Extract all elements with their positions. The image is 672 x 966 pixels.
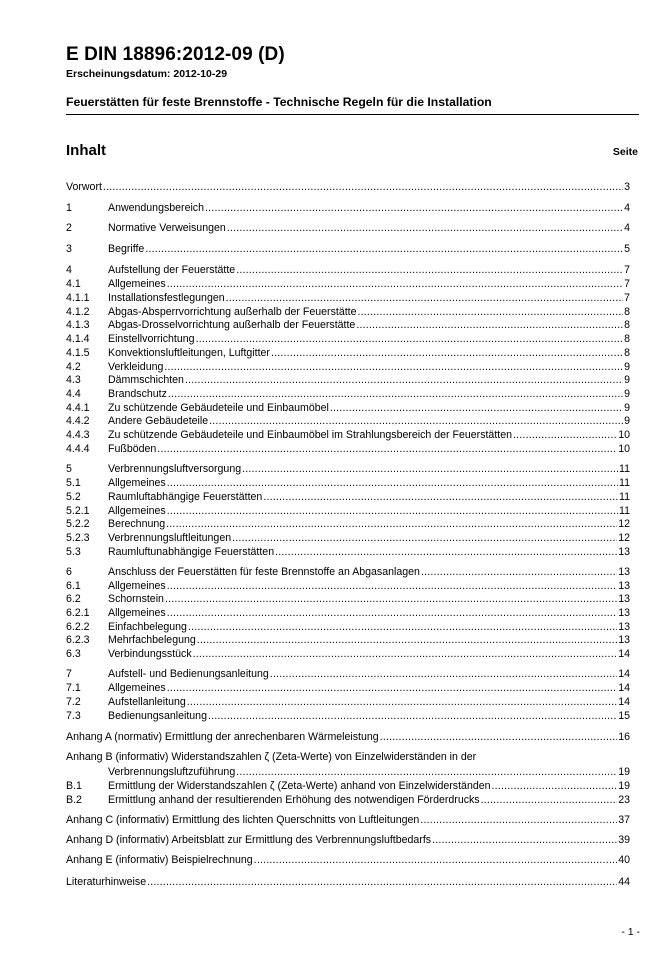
toc-entry-title: Abgas-Drosselvorrichtung außerhalb der Feuerstätte bbox=[108, 319, 356, 331]
dot-leader bbox=[208, 709, 617, 723]
toc-entry-page: 13 bbox=[618, 621, 630, 633]
toc-entry-title: Andere Gebäudeteile bbox=[108, 415, 209, 427]
dot-leader bbox=[236, 765, 617, 779]
toc-entry bbox=[66, 833, 630, 847]
toc-entry-title: Vorwort bbox=[66, 181, 102, 193]
toc-entry bbox=[66, 221, 630, 235]
toc-entry-page: 12 bbox=[618, 532, 630, 544]
toc-entry-page: 8 bbox=[624, 306, 630, 318]
dot-leader bbox=[165, 592, 617, 606]
toc-entry-page: 9 bbox=[624, 415, 630, 427]
toc-entry-title: Begriffe bbox=[108, 243, 145, 255]
toc-entry-title: Allgemeines bbox=[108, 278, 166, 290]
toc-entry-title: Einfachbelegung bbox=[108, 621, 187, 633]
toc-entry-page: 14 bbox=[618, 682, 630, 694]
toc-entry-page: 4 bbox=[624, 202, 630, 214]
toc-entry-page: 9 bbox=[624, 374, 630, 386]
toc-heading: Inhalt bbox=[66, 142, 106, 159]
toc-entry-number: 6.3 bbox=[66, 648, 81, 660]
toc-entry-page: 13 bbox=[618, 593, 630, 605]
dot-leader bbox=[420, 813, 617, 827]
dot-leader bbox=[421, 565, 617, 579]
toc-entry-page: 19 bbox=[618, 766, 630, 778]
toc-entry-number: 5.3 bbox=[66, 546, 81, 558]
toc-entry-page: 9 bbox=[624, 361, 630, 373]
toc-entry-title: Installationsfestlegungen bbox=[108, 292, 225, 304]
toc-entry-title: Schornstein bbox=[108, 593, 164, 605]
dot-leader bbox=[242, 462, 618, 476]
toc-entry bbox=[66, 620, 630, 634]
toc-entry-number: 4.1.3 bbox=[66, 319, 90, 331]
toc-entry bbox=[66, 373, 630, 387]
toc-entry-number: 4.4.3 bbox=[66, 429, 90, 441]
toc-entry-title: Raumluftunabhängige Feuerstätten bbox=[108, 546, 275, 558]
toc-entry-title: Aufstellung der Feuerstätte bbox=[108, 264, 236, 276]
dot-leader bbox=[209, 414, 623, 428]
page-number: - 1 - bbox=[621, 926, 640, 938]
dot-leader bbox=[188, 620, 617, 634]
toc-entry-title: Anhang A (normativ) Ermittlung der anrechenbaren Wärmeleistung bbox=[66, 731, 379, 743]
dot-leader bbox=[270, 667, 617, 681]
toc-entry-title: Allgemeines bbox=[108, 607, 166, 619]
toc-entry-title: Anwendungsbereich bbox=[108, 202, 205, 214]
toc-entry bbox=[66, 401, 630, 415]
dot-leader bbox=[358, 305, 624, 319]
dot-leader bbox=[167, 606, 617, 620]
document-title: Feuerstätten für feste Brennstoffe - Technische Regeln für die Installation bbox=[66, 95, 492, 109]
dot-leader bbox=[275, 545, 617, 559]
toc-entry-page: 14 bbox=[618, 696, 630, 708]
toc-entry-number: 4.4.1 bbox=[66, 402, 90, 414]
toc-entry-number: B.2 bbox=[66, 794, 82, 806]
toc-entry bbox=[66, 360, 630, 374]
dot-leader bbox=[432, 833, 617, 847]
toc-entry-number: 6.2.1 bbox=[66, 607, 90, 619]
toc-entry-title: Mehrfachbelegung bbox=[108, 634, 196, 646]
toc-entry bbox=[66, 332, 630, 346]
toc-entry-page: 9 bbox=[624, 388, 630, 400]
dot-leader bbox=[145, 242, 623, 256]
toc-entry-page: 7 bbox=[624, 264, 630, 276]
toc-entry-page: 10 bbox=[618, 429, 630, 441]
toc-entry-number: 4.4.4 bbox=[66, 443, 90, 455]
toc-entry-number: 4.1.5 bbox=[66, 347, 90, 359]
toc-entry-page: 37 bbox=[618, 814, 630, 826]
toc-entry-page: 8 bbox=[624, 347, 630, 359]
dot-leader bbox=[481, 793, 618, 807]
toc-entry-page: 12 bbox=[618, 518, 630, 530]
toc-entry-number: 7.3 bbox=[66, 710, 81, 722]
toc-entry bbox=[66, 779, 630, 793]
toc-entry-title: Verbrennungsluftversorgung bbox=[108, 463, 242, 475]
toc-entry-title: Zu schützende Gebäudeteile und Einbaumöbel im Strahlungsbereich der Feuerstätten bbox=[108, 429, 512, 441]
dot-leader bbox=[167, 504, 618, 518]
toc-entry-title: Konvektionsluftleitungen, Luftgitter bbox=[108, 347, 270, 359]
toc-entry-number: 5 bbox=[66, 463, 72, 475]
toc-entry-title: Allgemeines bbox=[108, 505, 166, 517]
toc-entry bbox=[66, 387, 630, 401]
toc-entry bbox=[66, 592, 630, 606]
toc-entry bbox=[66, 667, 630, 681]
toc-entry-title: Einstellvorrichtung bbox=[108, 333, 195, 345]
dot-leader bbox=[168, 387, 623, 401]
toc-entry-page: 14 bbox=[618, 648, 630, 660]
toc-entry-page: 14 bbox=[618, 668, 630, 680]
toc-entry-page: 23 bbox=[618, 794, 630, 806]
dot-leader bbox=[236, 263, 623, 277]
toc-entry-page: 3 bbox=[624, 181, 630, 193]
dot-leader bbox=[356, 318, 623, 332]
toc-entry-number: 4.2 bbox=[66, 361, 81, 373]
toc-entry-title: Allgemeines bbox=[108, 580, 166, 592]
toc-entry-page: 13 bbox=[618, 546, 630, 558]
toc-entry-number: 4.4 bbox=[66, 388, 81, 400]
dot-leader bbox=[271, 346, 623, 360]
toc-entry-page: 15 bbox=[618, 710, 630, 722]
toc-entry-page: 13 bbox=[618, 634, 630, 646]
toc-entry-page: 8 bbox=[624, 333, 630, 345]
toc-entry-number: 7 bbox=[66, 668, 72, 680]
dot-leader bbox=[193, 647, 618, 661]
toc-entry-number: 1 bbox=[66, 202, 72, 214]
toc-entry bbox=[66, 517, 630, 531]
toc-entry bbox=[66, 180, 630, 194]
toc-entry-title: Verkleidung bbox=[108, 361, 164, 373]
toc-entry-page: 16 bbox=[618, 731, 630, 743]
toc-entry-page: 11 bbox=[619, 491, 630, 503]
toc-entry-title: Raumluftabhängige Feuerstätten bbox=[108, 491, 263, 503]
toc-entry-page: 11 bbox=[619, 463, 630, 475]
toc-entry bbox=[66, 565, 630, 579]
dot-leader bbox=[185, 373, 623, 387]
dot-leader bbox=[380, 730, 618, 744]
toc-entry-page: 8 bbox=[624, 319, 630, 331]
toc-entry-title: Anhang C (informativ) Ermittlung des lichten Querschnitts von Luftleitungen bbox=[66, 814, 420, 826]
dot-leader bbox=[187, 695, 617, 709]
dot-leader bbox=[166, 517, 617, 531]
dot-leader bbox=[254, 853, 618, 867]
toc-entry-title: Zu schützende Gebäudeteile und Einbaumöbel bbox=[108, 402, 329, 414]
toc-entry bbox=[66, 277, 630, 291]
toc-entry bbox=[66, 291, 630, 305]
toc-entry-page: 7 bbox=[624, 292, 630, 304]
toc-entry-title: Aufstell- und Bedienungsanleitung bbox=[108, 668, 269, 680]
toc-entry bbox=[66, 414, 630, 428]
toc-entry-title: Bedienungsanleitung bbox=[108, 710, 207, 722]
toc-entry-page: 10 bbox=[618, 443, 630, 455]
title-rule bbox=[66, 114, 639, 115]
toc-entry-page: 13 bbox=[618, 566, 630, 578]
toc-entry-number: 5.2 bbox=[66, 491, 81, 503]
toc-entry-number: 6.2 bbox=[66, 593, 81, 605]
toc-entry bbox=[66, 476, 630, 490]
toc-entry-title: Normative Verweisungen bbox=[108, 222, 226, 234]
toc-entry-title: Allgemeines bbox=[108, 477, 166, 489]
toc-entry-number: 5.2.1 bbox=[66, 505, 90, 517]
toc-entry-number: 6 bbox=[66, 566, 72, 578]
toc-entry bbox=[66, 695, 630, 709]
toc-entry-number: 7.1 bbox=[66, 682, 81, 694]
toc-entry bbox=[66, 765, 630, 779]
toc-entry-number: 7.2 bbox=[66, 696, 81, 708]
toc-entry bbox=[66, 263, 630, 277]
dot-leader bbox=[263, 490, 618, 504]
toc-entry-number: 4.1.2 bbox=[66, 306, 90, 318]
toc-entry-number: 6.2.3 bbox=[66, 634, 90, 646]
toc-entry bbox=[66, 442, 630, 456]
dot-leader bbox=[147, 875, 617, 889]
toc-entry bbox=[66, 428, 630, 442]
dot-leader bbox=[164, 360, 623, 374]
toc-entry-title: Ermittlung der Widerstandszahlen ζ (Zeta-Werte) anhand von Einzelwiderständen bbox=[108, 780, 491, 792]
toc-entry-title: Verbindungsstück bbox=[108, 648, 192, 660]
toc-entry-title: Brandschutz bbox=[108, 388, 167, 400]
toc-entry bbox=[66, 545, 630, 559]
toc-entry-page: 40 bbox=[618, 854, 630, 866]
toc-entry-title: Aufstellanleitung bbox=[108, 696, 186, 708]
publication-date: Erscheinungsdatum: 2012-10-29 bbox=[66, 68, 228, 80]
toc-entry bbox=[66, 750, 630, 764]
dot-leader bbox=[205, 201, 623, 215]
toc-entry-page: 19 bbox=[618, 780, 630, 792]
dot-leader bbox=[103, 180, 623, 194]
dot-leader bbox=[330, 401, 623, 415]
toc-entry-number: 2 bbox=[66, 222, 72, 234]
toc-entry bbox=[66, 730, 630, 744]
dot-leader bbox=[513, 428, 617, 442]
toc-entry bbox=[66, 346, 630, 360]
toc-entry-number: 4 bbox=[66, 264, 72, 276]
toc-entry bbox=[66, 490, 630, 504]
toc-entry-title: Anhang B (informativ) Widerstandszahlen ζ (Zeta-Werte) von Einzelwiderständen in der bbox=[66, 751, 477, 763]
toc-entry-title: Anhang D (informativ) Arbeitsblatt zur Ermittlung des Verbrennungsluftbedarfs bbox=[66, 834, 432, 846]
toc-entry bbox=[66, 201, 630, 215]
toc-entry-number: 4.1.4 bbox=[66, 333, 90, 345]
toc-entry bbox=[66, 579, 630, 593]
dot-leader bbox=[167, 476, 618, 490]
toc-entry bbox=[66, 504, 630, 518]
toc-entry bbox=[66, 793, 630, 807]
toc-entry-number: 5.2.2 bbox=[66, 518, 90, 530]
toc-entry-title: Abgas-Absperrvorrichtung außerhalb der Feuerstätte bbox=[108, 306, 357, 318]
toc-entry-number: 5.1 bbox=[66, 477, 81, 489]
dot-leader bbox=[196, 332, 623, 346]
dot-leader bbox=[157, 442, 617, 456]
toc-entry-number: 4.1.1 bbox=[66, 292, 90, 304]
toc-entry-number: 3 bbox=[66, 243, 72, 255]
toc-entry bbox=[66, 531, 630, 545]
toc-entry-page: 4 bbox=[624, 222, 630, 234]
toc-entry-page: 5 bbox=[624, 243, 630, 255]
toc-entry-page: 39 bbox=[618, 834, 630, 846]
toc-entry-title: Verbrennungsluftleitungen bbox=[108, 532, 232, 544]
toc-entry-title: Literaturhinweise bbox=[66, 876, 147, 888]
page-column-label: Seite bbox=[612, 146, 638, 158]
toc-entry-title: Fußböden bbox=[108, 443, 157, 455]
toc-entry-number: B.1 bbox=[66, 780, 82, 792]
toc-entry-number: 6.1 bbox=[66, 580, 81, 592]
toc-entry bbox=[66, 606, 630, 620]
toc-entry-title: Anhang E (informativ) Beispielrechnung bbox=[66, 854, 253, 866]
dot-leader bbox=[197, 633, 617, 647]
toc-entry-number: 6.2.2 bbox=[66, 621, 90, 633]
toc-entry-page: 11 bbox=[619, 505, 630, 517]
toc-entry bbox=[66, 709, 630, 723]
toc-entry-page: 11 bbox=[619, 477, 630, 489]
toc-entry bbox=[66, 318, 630, 332]
toc-entry bbox=[66, 875, 630, 889]
toc-entry-title: Verbrennungsluftzuführung bbox=[108, 766, 236, 778]
toc-entry bbox=[66, 813, 630, 827]
dot-leader bbox=[167, 681, 617, 695]
toc-entry-title: Allgemeines bbox=[108, 682, 166, 694]
document-id: E DIN 18896:2012-09 (D) bbox=[66, 44, 285, 65]
dot-leader bbox=[232, 531, 617, 545]
toc-entry-title: Berechnung bbox=[108, 518, 166, 530]
toc-entry-page: 9 bbox=[624, 402, 630, 414]
toc-entry-number: 4.4.2 bbox=[66, 415, 90, 427]
dot-leader bbox=[167, 579, 617, 593]
toc-entry-page: 13 bbox=[618, 607, 630, 619]
toc-entry-number: 4.3 bbox=[66, 374, 81, 386]
toc-entry-title: Anschluss der Feuerstätten für feste Brennstoffe an Abgasanlagen bbox=[108, 566, 420, 578]
toc-entry-page: 44 bbox=[618, 876, 630, 888]
dot-leader bbox=[226, 291, 623, 305]
toc-entry bbox=[66, 633, 630, 647]
toc-entry-page: 13 bbox=[618, 580, 630, 592]
toc-entry bbox=[66, 853, 630, 867]
toc-entry bbox=[66, 647, 630, 661]
toc-entry-page: 7 bbox=[624, 278, 630, 290]
toc-entry bbox=[66, 462, 630, 476]
dot-leader bbox=[492, 779, 618, 793]
toc-entry-title: Ermittlung anhand der resultierenden Erhöhung des notwendigen Förderdrucks bbox=[108, 794, 480, 806]
toc-entry-number: 4.1 bbox=[66, 278, 81, 290]
toc-entry bbox=[66, 681, 630, 695]
toc-entry-title: Dämmschichten bbox=[108, 374, 184, 386]
toc-entry bbox=[66, 242, 630, 256]
dot-leader bbox=[227, 221, 623, 235]
toc-entry bbox=[66, 305, 630, 319]
toc-entry-number: 5.2.3 bbox=[66, 532, 90, 544]
dot-leader bbox=[167, 277, 623, 291]
